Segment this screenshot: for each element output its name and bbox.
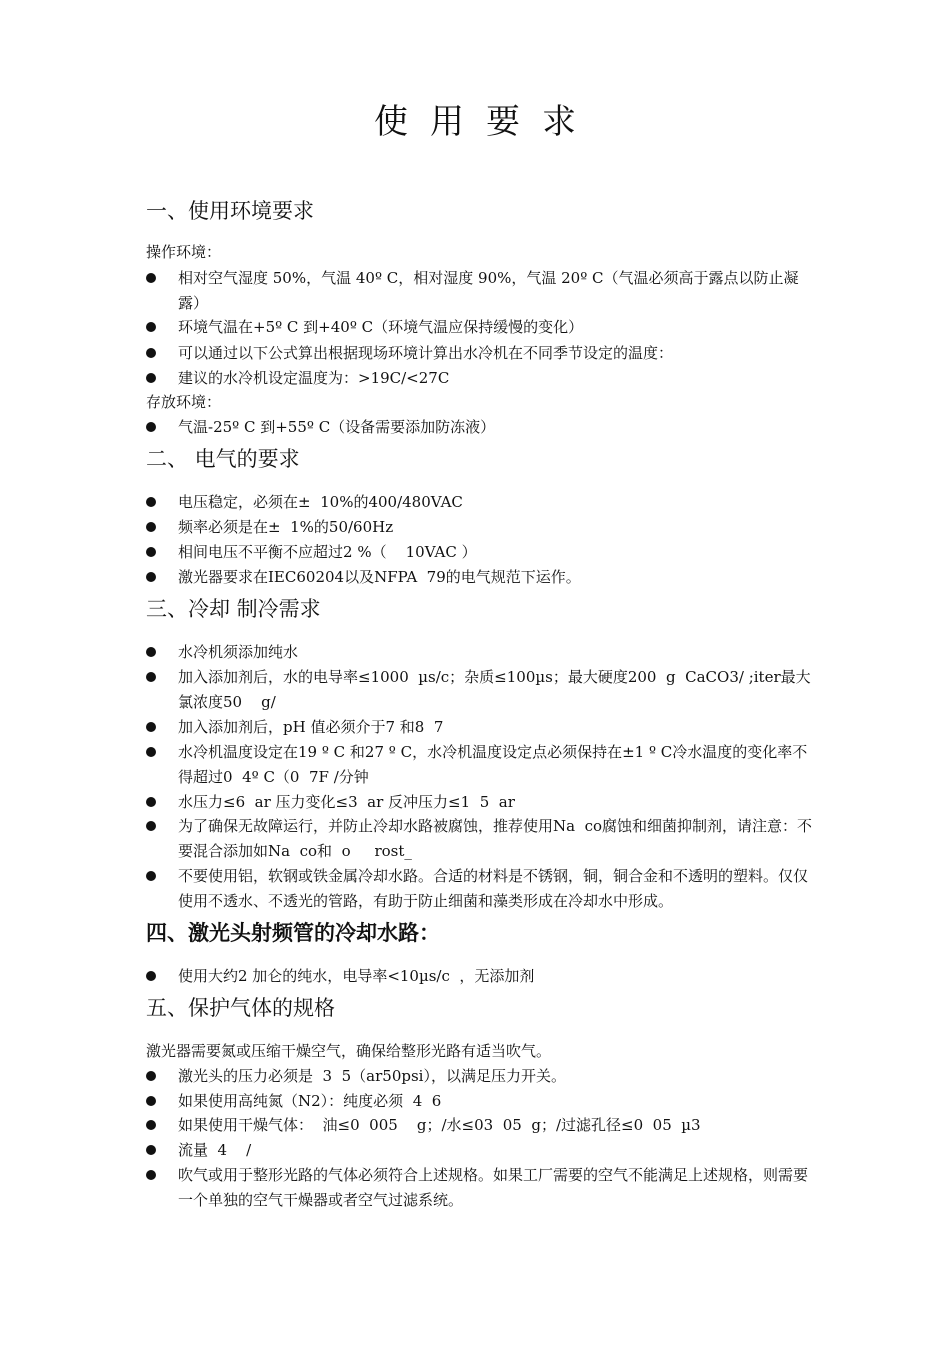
list-item: 频率必须是在± 1%的50/60Hz <box>146 515 818 540</box>
list-item: 吹气或用于整形光路的气体必须符合上述规格。如果工厂需要的空气不能满足上述规格，则需要一个单独的空气干燥器或者空气过滤系统。 <box>146 1163 818 1212</box>
bullet-icon <box>146 971 156 981</box>
bullet-icon <box>146 273 156 283</box>
bullet-icon <box>146 1096 156 1106</box>
bullet-icon <box>146 522 156 532</box>
bullet-icon <box>146 1170 156 1180</box>
bullet-icon <box>146 647 156 657</box>
list-item: 如果使用干燥气体： 油≤0 005 g；/水≤03 05 g；/过滤孔径≤0 05 µ3 <box>146 1113 818 1138</box>
bullet-icon <box>146 322 156 332</box>
list-item: 建议的水冷机设定温度为：>19C/<27C <box>146 366 818 391</box>
bullet-icon <box>146 797 156 807</box>
list-item: 激光器要求在IEC60204以及NFPA 79的电气规范下运作。 <box>146 565 818 590</box>
list-item: 水冷机须添加纯水 <box>146 640 818 665</box>
bullet-icon <box>146 497 156 507</box>
bullet-icon <box>146 722 156 732</box>
bullet-icon <box>146 373 156 383</box>
list-item: 流量 4 / <box>146 1138 818 1163</box>
list-item: 激光头的压力必须是 3 5（ar50psi），以满足压力开关。 <box>146 1064 818 1089</box>
section-heading-environment: 一、使用环境要求 <box>146 199 314 223</box>
operating-environment-label: 操作环境： <box>146 243 222 261</box>
list-item: 加入添加剂后，水的电导率≤1000 µs/c；杂质≤100µs；最大硬度200 g CaCO3/ ;iter最大氯浓度50 g/ <box>146 665 818 714</box>
bullet-icon <box>146 1145 156 1155</box>
bullet-icon <box>146 672 156 682</box>
list-item: 气温-25º C 到+55º C（设备需要添加防冻液） <box>146 415 818 440</box>
bullet-icon <box>146 1071 156 1081</box>
list-item: 电压稳定，必须在± 10%的400/480VAC <box>146 490 818 515</box>
bullet-icon <box>146 348 156 358</box>
list-item: 使用大约2 加仑的纯水，电导率<10µs/c ，无添加剂 <box>146 964 818 989</box>
bullet-icon <box>146 1120 156 1130</box>
list-item: 如果使用高纯氮（N2）：纯度必须 4 6 <box>146 1089 818 1114</box>
bullet-icon <box>146 422 156 432</box>
list-item: 水压力≤6 ar 压力变化≤3 ar 反冲压力≤1 5 ar <box>146 790 818 815</box>
bullet-icon <box>146 871 156 881</box>
section-heading-rf-tube-cooling: 四、激光头射频管的冷却水路： <box>146 920 440 945</box>
list-item: 相对空气湿度 50%，气温 40º C，相对湿度 90%，气温 20º C（气温必须高于露点以防止凝露） <box>146 266 818 315</box>
list-item: 不要使用铝，软钢或铁金属冷却水路。合适的材料是不锈钢，铜，铜合金和不透明的塑料。仅仅使用不透水、不透光的管路，有助于防止细菌和藻类形成在冷却水中形成。 <box>146 864 818 913</box>
list-item: 相间电压不平衡不应超过2 %（ 10VAC ） <box>146 540 818 565</box>
list-item: 环境气温在+5º C 到+40º C（环境气温应保持缓慢的变化） <box>146 315 818 340</box>
section-heading-electrical: 二、 电气的要求 <box>146 447 300 471</box>
list-item: 可以通过以下公式算出根据现场环境计算出水冷机在不同季节设定的温度： <box>146 341 818 366</box>
bullet-icon <box>146 547 156 557</box>
section-heading-gas: 五、保护气体的规格 <box>146 996 335 1020</box>
bullet-icon <box>146 821 156 831</box>
gas-intro-paragraph: 激光器需要氮或压缩干燥空气，确保给整形光路有适当吹气。 <box>146 1042 552 1060</box>
list-item: 为了确保无故障运行，并防止冷却水路被腐蚀，推荐使用Na co腐蚀和细菌抑制剂，请注意：不要混合添加如Na co和 o rost_ <box>146 814 818 863</box>
list-item: 水冷机温度设定在19 º C 和27 º C，水冷机温度设定点必须保持在±1 º C冷水温度的变化率不得超过0 4º C（0 7F /分钟 <box>146 740 818 789</box>
section-heading-cooling: 三、冷却 制冷需求 <box>146 597 321 621</box>
bullet-icon <box>146 747 156 757</box>
list-item: 加入添加剂后，pH 值必须介于7 和8 7 <box>146 715 818 740</box>
bullet-icon <box>146 572 156 582</box>
page-title: 使用要求 <box>374 102 598 142</box>
storage-environment-label: 存放环境： <box>146 393 222 411</box>
